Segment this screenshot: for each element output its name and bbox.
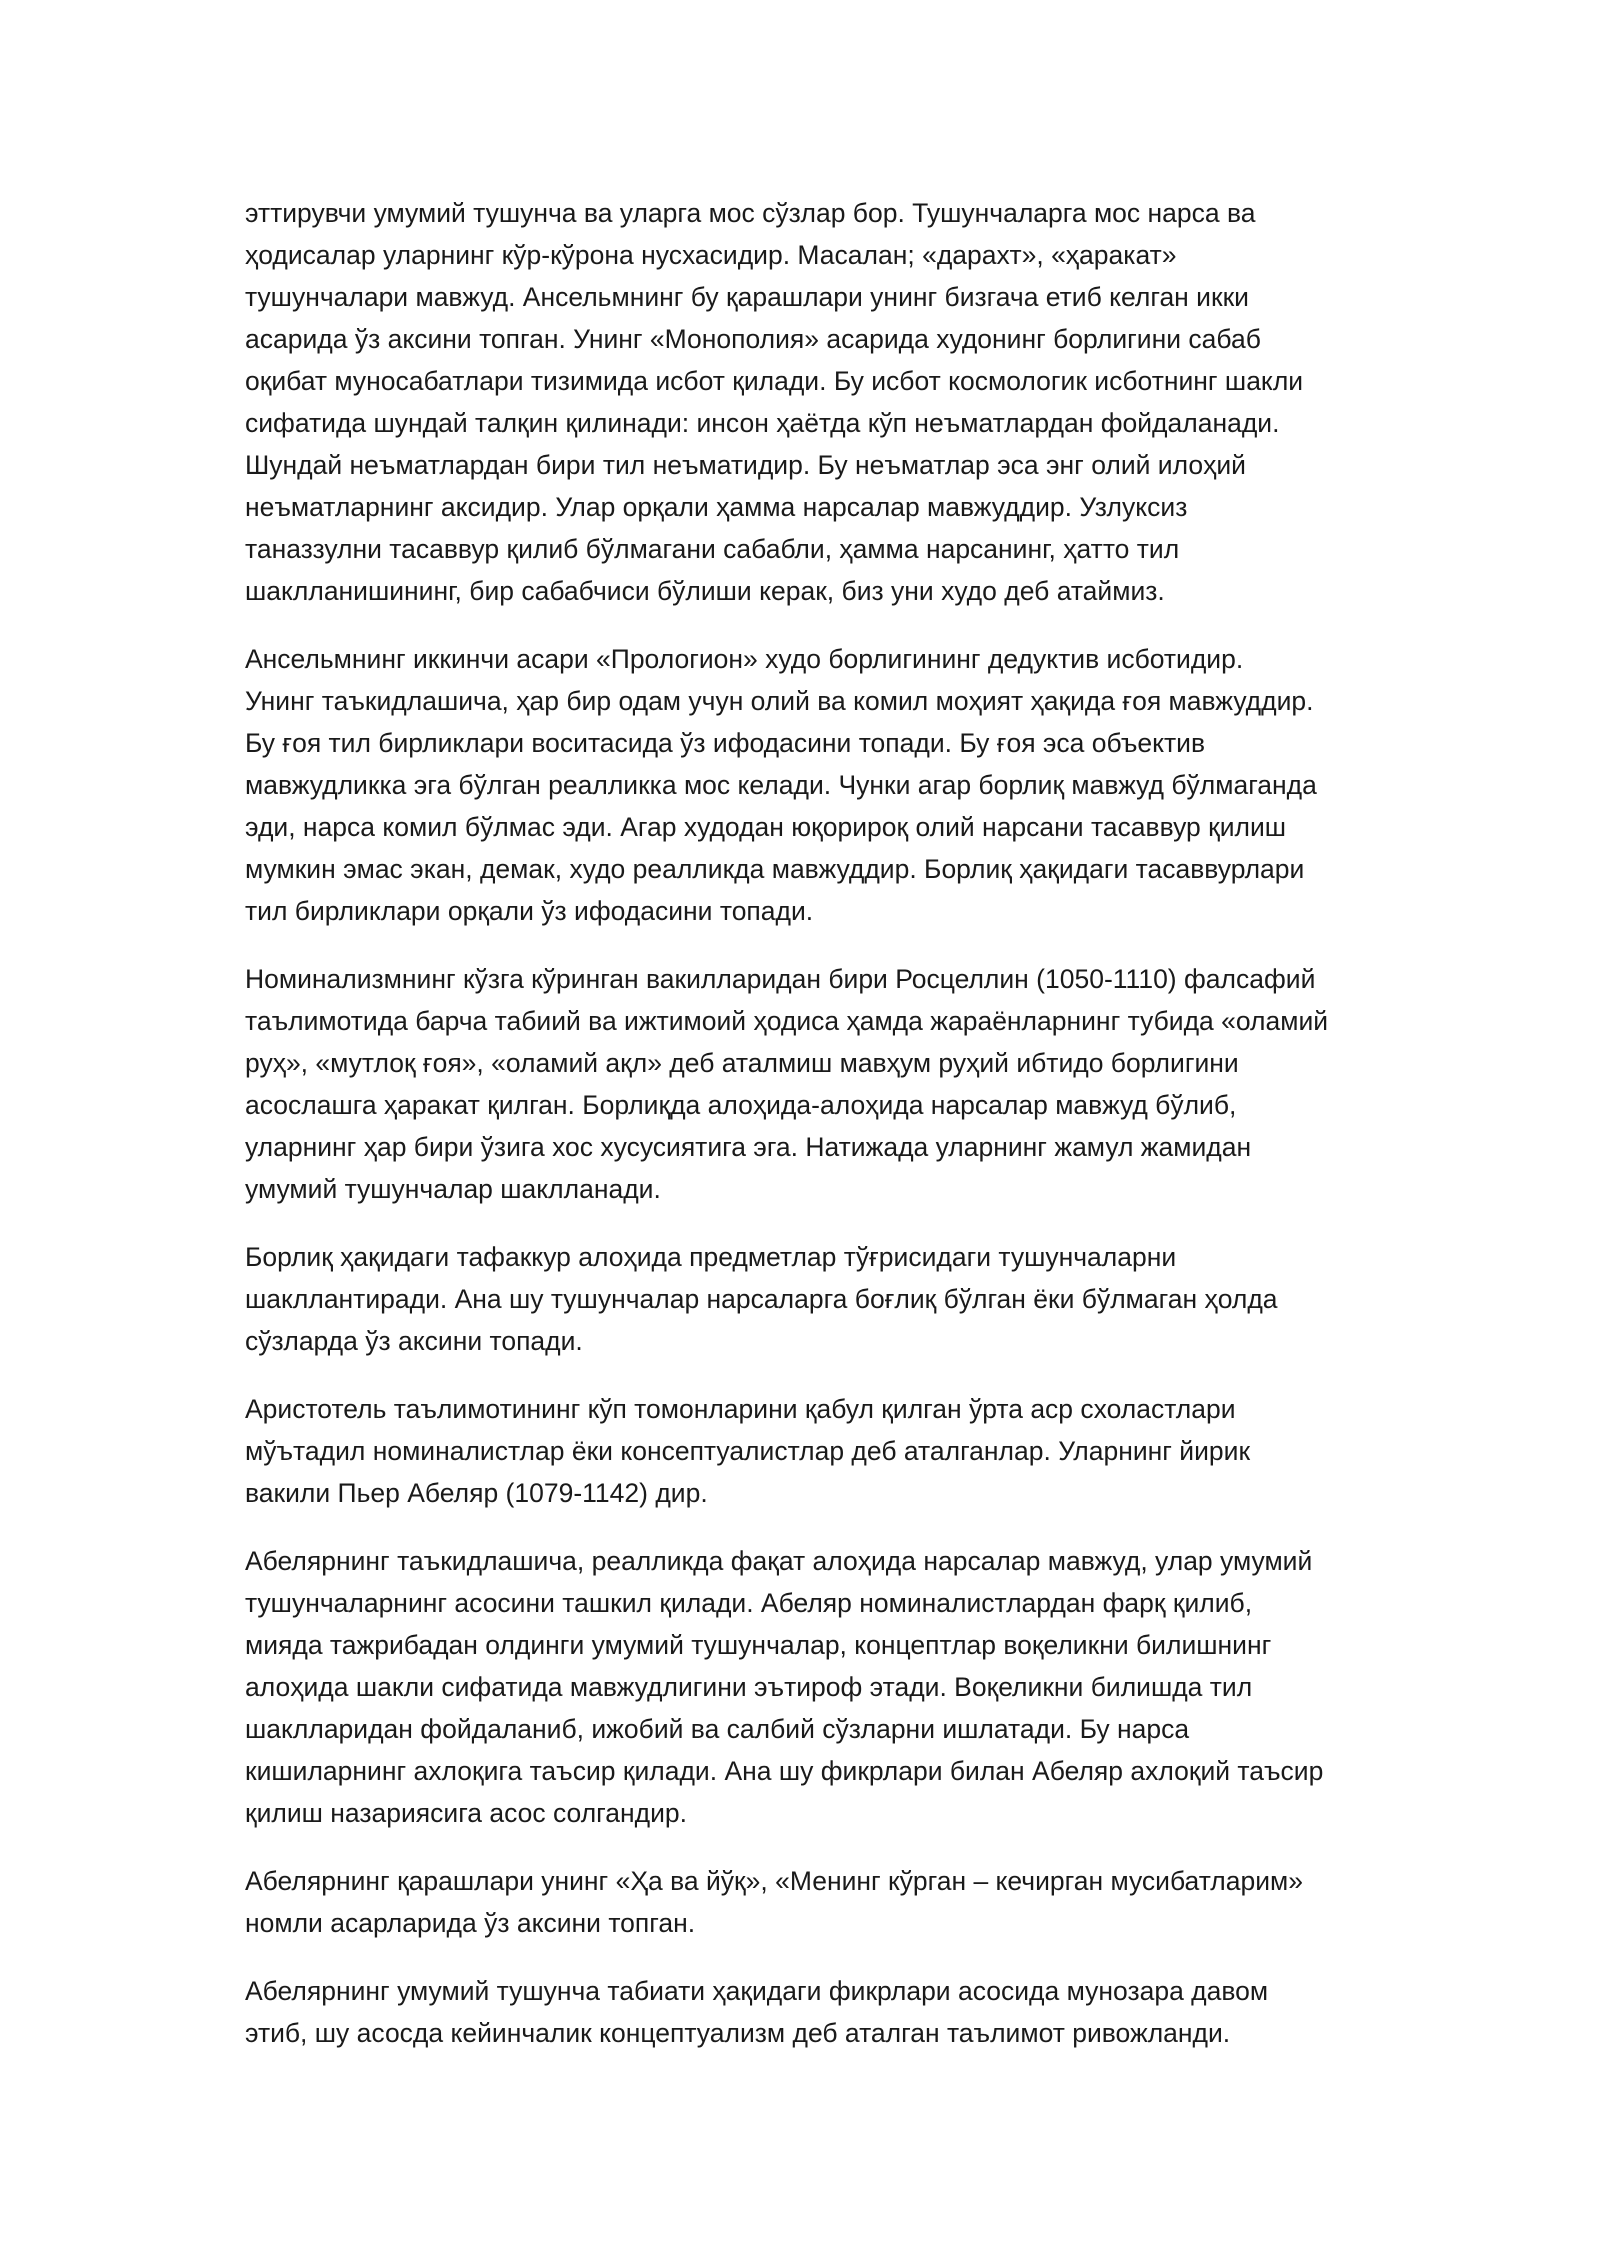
document-body [245,192,1375,2080]
text-line: мўътадил номиналистлар ёки консептуалистлар деб аталганлар. Уларнинг йирик [245,1436,1251,1466]
text-line: мавжудликка эга бўлган реалликка мос келади. Чунки агар борлиқ мавжуд бўлмаганда [245,770,1317,800]
text-line: Номинализмнинг кўзга кўринган вакилларидан бири Росцеллин (1050-1110) фалсафий [245,964,1316,994]
text-line: тушунчалари мавжуд. Ансельмнинг бу қарашлари унинг бизгача етиб келган икки [245,282,1249,312]
text-line: Аристотель таълимотининг кўп томонларини қабул қилган ўрта аср схоластлари [245,1394,1236,1424]
text-line: шаклланишининг, бир сабабчиси бўлиши керак, биз уни худо деб атаймиз. [245,576,1165,606]
text-line: шакллантиради. Ана шу тушунчалар нарсаларга боғлиқ бўлган ёки бўлмаган ҳолда [245,1284,1278,1314]
text-line: сифатида шундай талқин қилинади: инсон ҳаётда кўп неъматлардан фойдаланади. [245,408,1280,438]
text-line: умумий тушунчалар шаклланади. [245,1174,661,1204]
text-line: неъматларнинг аксидир. Улар орқали ҳамма нарсалар мавжуддир. Узлуксиз [245,492,1188,522]
text-line: Ансельмнинг иккинчи асари «Прологион» худо борлигининг дедуктив исботидир. [245,644,1244,674]
text-line: алоҳида шакли сифатида мавжудлигини эътироф этади. Воқеликни билишда тил [245,1672,1253,1702]
paragraph [245,1860,1375,1944]
text-line: қилиш назариясига асос солгандир. [245,1798,687,1828]
text-line: таназзулни тасаввур қилиб бўлмагани сабабли, ҳамма нарсанинг, ҳатто тил [245,534,1180,564]
text-line: тил бирликлари орқали ўз ифодасини топади. [245,896,814,926]
text-line: Абелярнинг таъкидлашича, реалликда фақат алоҳида нарсалар мавжуд, улар умумий [245,1546,1313,1576]
text-line: сўзларда ўз аксини топади. [245,1326,583,1356]
text-line: кишиларнинг ахлоқига таъсир қилади. Ана шу фикрлари билан Абеляр ахлоқий таъсир [245,1756,1324,1786]
text-line: мияда тажрибадан олдинги умумий тушунчалар, концептлар воқеликни билишнинг [245,1630,1272,1660]
text-line: асослашга ҳаракат қилган. Борлиқда алоҳида-алоҳида нарсалар мавжуд бўлиб, [245,1090,1237,1120]
paragraph [245,192,1375,612]
paragraph [245,1970,1375,2054]
text-line: асарида ўз аксини топган. Унинг «Монополия» асарида худонинг борлигини сабаб [245,324,1261,354]
text-line: Абелярнинг умумий тушунча табиати ҳақидаги фикрлари асосида мунозара давом [245,1976,1269,2006]
text-line: этиб, шу асосда кейинчалик концептуализм деб аталган таълимот ривожланди. [245,2018,1231,2048]
text-line: эди, нарса комил бўлмас эди. Агар худодан юқорироқ олий нарсани тасаввур қилиш [245,812,1287,842]
text-line: таълимотида барча табиий ва ижтимоий ҳодиса ҳамда жараёнларнинг тубида «оламий [245,1006,1329,1036]
text-line: оқибат муносабатлари тизимида исбот қилади. Бу исбот космологик исботнинг шакли [245,366,1304,396]
text-line: номли асарларида ўз аксини топган. [245,1908,696,1938]
paragraph [245,958,1375,1210]
text-line: шаклларидан фойдаланиб, ижобий ва салбий сўзларни ишлатади. Бу нарса [245,1714,1190,1744]
paragraph [245,1388,1375,1514]
paragraph [245,1540,1375,1834]
text-line: Абелярнинг қарашлари унинг «Ҳа ва йўқ», «Менинг кўрган – кечирган мусибатларим» [245,1866,1303,1896]
text-line: вакили Пьер Абеляр (1079-1142) дир. [245,1478,708,1508]
text-line: тушунчаларнинг асосини ташкил қилади. Абеляр номиналистлардан фарқ қилиб, [245,1588,1253,1618]
text-line: Бу ғоя тил бирликлари воситасида ўз ифодасини топади. Бу ғоя эса объектив [245,728,1206,758]
text-line: ҳодисалар уларнинг кўр-кўрона нусхасидир. Масалан; «дарахт», «ҳаракат» [245,240,1177,270]
paragraph [245,1236,1375,1362]
text-line: эттирувчи умумий тушунча ва уларга мос сўзлар бор. Тушунчаларга мос нарса ва [245,198,1256,228]
paragraph [245,638,1375,932]
text-line: мумкин эмас экан, демак, худо реалликда мавжуддир. Борлиқ ҳақидаги тасаввурлари [245,854,1305,884]
text-line: уларнинг ҳар бири ўзига хос хусусиятига эга. Натижада уларнинг жамул жамидан [245,1132,1252,1162]
text-line: Шундай неъматлардан бири тил неъматидир. Бу неъматлар эса энг олий илоҳий [245,450,1246,480]
text-line: Унинг таъкидлашича, ҳар бир одам учун олий ва комил моҳият ҳақида ғоя мавжуддир. [245,686,1314,716]
text-line: Борлиқ ҳақидаги тафаккур алоҳида предметлар тўғрисидаги тушунчаларни [245,1242,1177,1272]
text-line: руҳ», «мутлоқ ғоя», «оламий ақл» деб аталмиш мавҳум руҳий ибтидо борлигини [245,1048,1239,1078]
